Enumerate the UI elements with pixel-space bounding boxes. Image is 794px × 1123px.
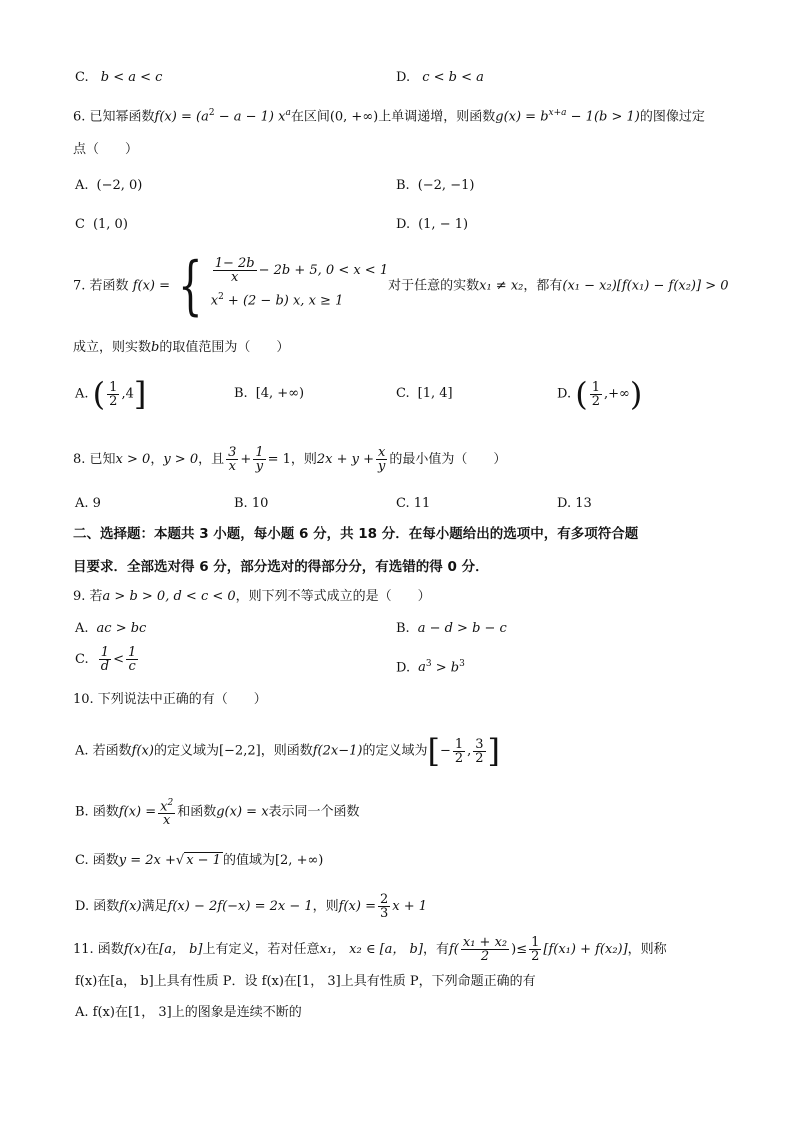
q6-option-c: C (1, 0) bbox=[75, 217, 128, 232]
q11-stem: 11. 函数f(x)在[a， b]上有定义，若对任意x₁， x₂ ∈ [a， b]，有f( $\frac{\text{x₁ + x₂}}{2}$ )≤ $\frac{1}{2}$ [f(x₁) + f(x₂)]，则称 bbox=[73, 935, 667, 964]
q8-stem: 8. 已知x > 0，y > 0，且 $\frac{3}{x}$ + $\frac{1}{y}$ = 1，则2x + y + $\frac{x}{y}$ 的最小值为（ ） bbox=[73, 445, 507, 474]
q10-stem: 10. 下列说法中正确的有（ ） bbox=[73, 692, 267, 707]
q8-option-c: C. 11 bbox=[396, 496, 431, 511]
q6-stem: 6. 已知幂函数$f(x) = (a^2 - a - 1)$ $x^a$在区间(0, +∞)上单调递增，则函数$g(x) = b^{x+a} - 1(b > 1)$的图像过定 bbox=[73, 108, 705, 125]
q8-option-d: D. 13 bbox=[557, 496, 592, 511]
q7-option-c: C. [1, 4] bbox=[396, 386, 453, 401]
q7-option-b: B. [4, +∞) bbox=[234, 386, 305, 401]
q7-option-a: A. ( $\frac{1}{2}$ ,4] bbox=[75, 375, 147, 413]
q5-option-c: C. b < a < c bbox=[75, 70, 163, 85]
q9-option-a: A. ac > bc bbox=[75, 621, 147, 636]
q10-option-b: B. 函数f(x) = $\frac{x^2}{x}$ 和函数g(x) = x表示同一个函数 bbox=[75, 798, 360, 829]
section-heading-line2: 目要求．全部选对得 6 分，部分选对的得部分分，有选错的得 0 分． bbox=[73, 559, 489, 575]
q10-option-a: A. 若函数f(x)的定义域为[−2,2]，则函数f(2x−1)的定义域为[− $\frac{1}{2}$ , $\frac{3}{2}$ ] bbox=[75, 732, 501, 770]
q10-option-d: D. 函数f(x)满足f(x) − 2f(−x) = 2x − 1，则f(x) = $\frac{2}{3}$ x + 1 bbox=[75, 892, 428, 921]
section-heading-line1: 二、选择题：本题共 3 小题，每小题 6 分，共 18 分．在每小题给出的选项中，有多项符合题 bbox=[73, 526, 639, 542]
q6-stem-line2: 点（ ） bbox=[73, 142, 139, 157]
q7-stem: 7. 若函数 f(x) = { $\frac{1- 2b}{x}$ − 2b + 5, 0 < x < 1 $x^2 + (2 - b)$ x, x ≥ 1 对于任意的实数x₁ ≠ x₂，都有(x₁ − x₂)[f(x₁) − f(x₂)] > 0 bbox=[73, 249, 729, 323]
q10-option-c: C. 函数y = 2x +√ x − 1 的值域为[2, +∞) bbox=[75, 853, 324, 868]
q9-option-d: D. $a^3 > b^3$ bbox=[396, 659, 465, 676]
q9-option-b: B. a − d > b − c bbox=[396, 621, 507, 636]
q7-option-d: D. ( $\frac{1}{2}$ ,+∞) bbox=[557, 375, 643, 413]
left-brace: { bbox=[178, 249, 203, 323]
q11-option-a: A. f(x)在[1， 3]上的图象是连续不断的 bbox=[75, 1005, 302, 1020]
q5-option-d: D. c < b < a bbox=[396, 70, 484, 85]
q8-option-b: B. 10 bbox=[234, 496, 269, 511]
piecewise-cases: $\frac{1- 2b}{x}$ − 2b + 5, 0 < x < 1 $x^2 + (2 - b)$ x, x ≥ 1 bbox=[210, 256, 389, 309]
q9-stem: 9. 若a > b > 0, d < c < 0，则下列不等式成立的是（ ） bbox=[73, 589, 431, 604]
q6-option-a: A. (−2, 0) bbox=[75, 178, 143, 193]
q8-option-a: A. 9 bbox=[75, 496, 101, 511]
q9-option-c: C. $\frac{1}{d}$ < $\frac{1}{c}$ bbox=[75, 645, 137, 674]
q6-option-d: D. (1, − 1) bbox=[396, 217, 469, 232]
q7-stem-line2: 成立，则实数b的取值范围为（ ） bbox=[73, 340, 290, 355]
q6-option-b: B. (−2, −1) bbox=[396, 178, 475, 193]
q11-stem-line2: f(x)在[a， b]上具有性质 P．设 f(x)在[1， 3]上具有性质 P，下列命题正确的有 bbox=[75, 974, 536, 989]
